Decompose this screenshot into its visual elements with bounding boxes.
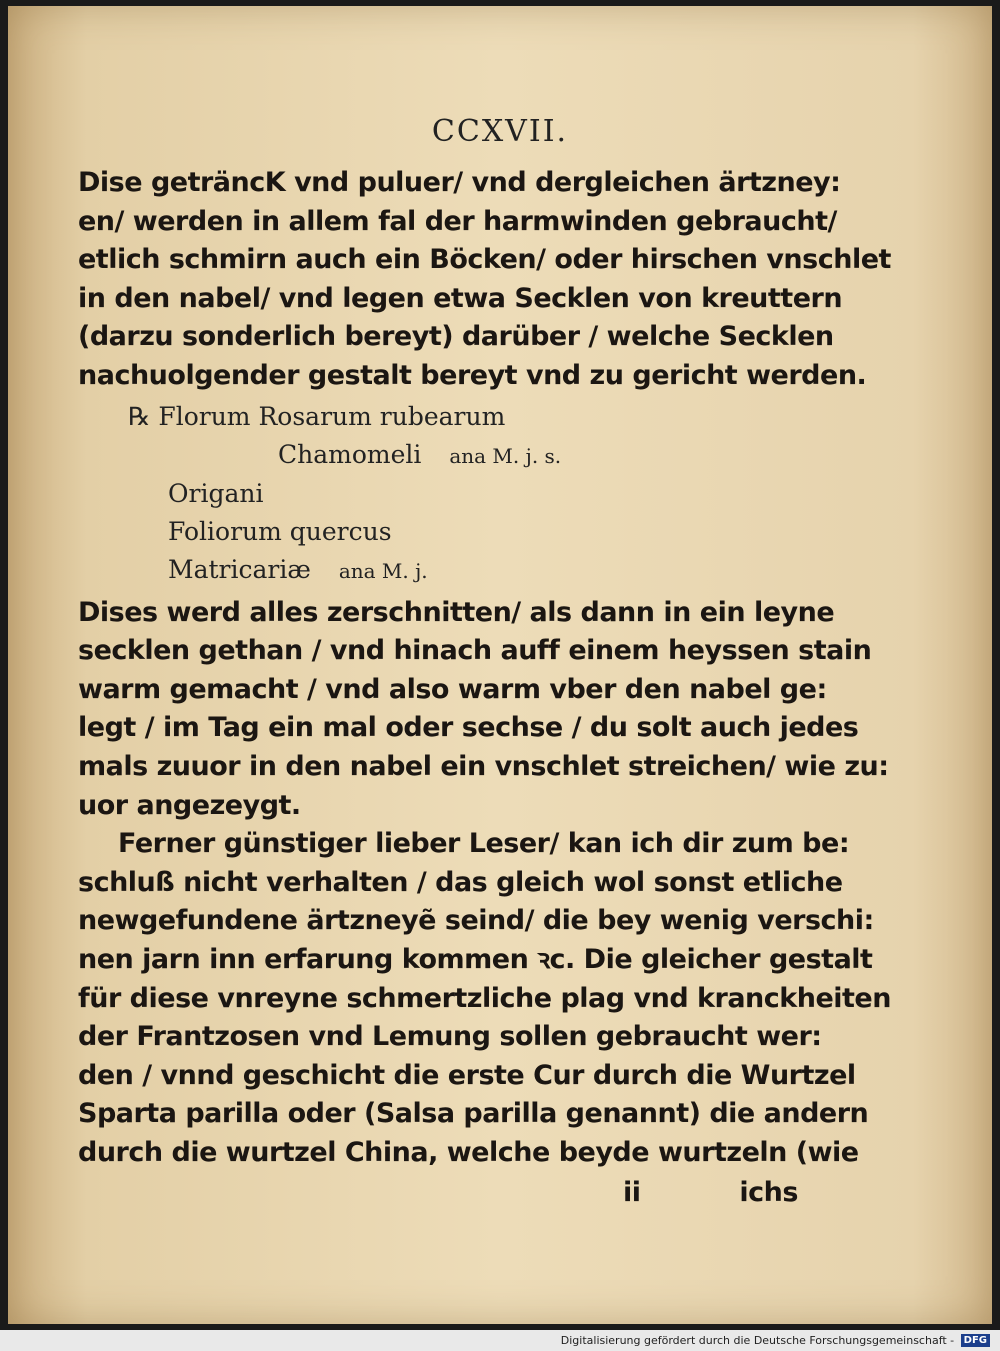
signature-mark: ii [623, 1177, 641, 1209]
text-line: Ferner günstiger lieber Leser/ kan ich dir zum be: [118, 828, 850, 860]
text-line: der Frantzosen vnd Lemung sollen gebraucht wer: [78, 1021, 822, 1053]
footer-text: Digitalisierung gefördert durch die Deutsche Forschungsgemeinschaft - [560, 1333, 955, 1347]
text-line: newgefundene ärtzneyẽ seind/ die bey wenig verschi: [78, 905, 874, 937]
text-line: etlich schmirn auch ein Böcken/ oder hirschen vnschlet [78, 244, 891, 276]
text-line: Dise geträncK vnd puluer/ vnd dergleichen ärtzney: [78, 167, 841, 198]
text-line: nachuolgender gestalt bereyt vnd zu gericht werden. [78, 359, 867, 391]
text-line: mals zuuor in den nabel ein vnschlet streichen/ wie zu: [78, 750, 889, 782]
recipe-line [78, 551, 828, 590]
recipe-line [78, 436, 828, 475]
recipe [78, 398, 828, 590]
recipe-line: Foliorum quercus [168, 516, 392, 546]
text-line: den / vnnd geschicht die erste Cur durch die Wurtzel [78, 1059, 856, 1091]
recipe-line: ℞ Florum Rosarum rubearum [128, 401, 506, 431]
text-line: in den nabel/ vnd legen etwa Secklen von kreuttern [78, 282, 843, 314]
catchword-line [78, 1174, 828, 1213]
text-line: schluß nicht verhalten / das gleich wol sonst etliche [78, 866, 843, 898]
text-line: Dises werd alles zerschnitten/ als dann in ein leyne [78, 596, 835, 628]
text-block [78, 164, 891, 1213]
folio-number: CCXVII. [431, 114, 569, 149]
recipe-line: Origani [168, 478, 264, 508]
text-line: en/ werden in allem fal der harmwinden gebraucht/ [78, 205, 837, 237]
dfg-footer [561, 1334, 990, 1348]
text-line: (darzu sonderlich bereyt) darüber / welche Secklen [78, 321, 834, 353]
text-line: uor angezeygt. [78, 789, 301, 821]
text-line: warm gemacht / vnd also warm vber den nabel ge: [78, 673, 827, 705]
catchword: ichs [739, 1177, 798, 1209]
text-line: legt / im Tag ein mal oder sechse / du solt auch jedes [78, 712, 859, 744]
dfg-logo: DFG [961, 1334, 990, 1347]
paragraph-1 [78, 164, 891, 396]
text-line: durch die wurtzel China, welche beyde wurtzeln (wie [78, 1136, 859, 1168]
text-line: Sparta parilla oder (Salsa parilla genannt) die andern [78, 1098, 869, 1130]
book-page [8, 6, 992, 1324]
text-line: secklen gethan / vnd hinach auff einem heyssen stain [78, 635, 872, 667]
recipe-quantity: ana M. j. [338, 558, 428, 583]
text-line: nen jarn inn erfarung kommen ꝛc. Die gleicher gestalt [78, 943, 873, 975]
paragraph-3 [78, 825, 891, 1172]
recipe-ingredient: Chamomeli [278, 439, 422, 469]
recipe-quantity: ana M. j. s. [449, 443, 562, 468]
paragraph-2 [78, 594, 889, 826]
recipe-ingredient: Matricariæ [168, 554, 311, 584]
text-line: für diese vnreyne schmertzliche plag vnd kranckheiten [78, 982, 891, 1014]
